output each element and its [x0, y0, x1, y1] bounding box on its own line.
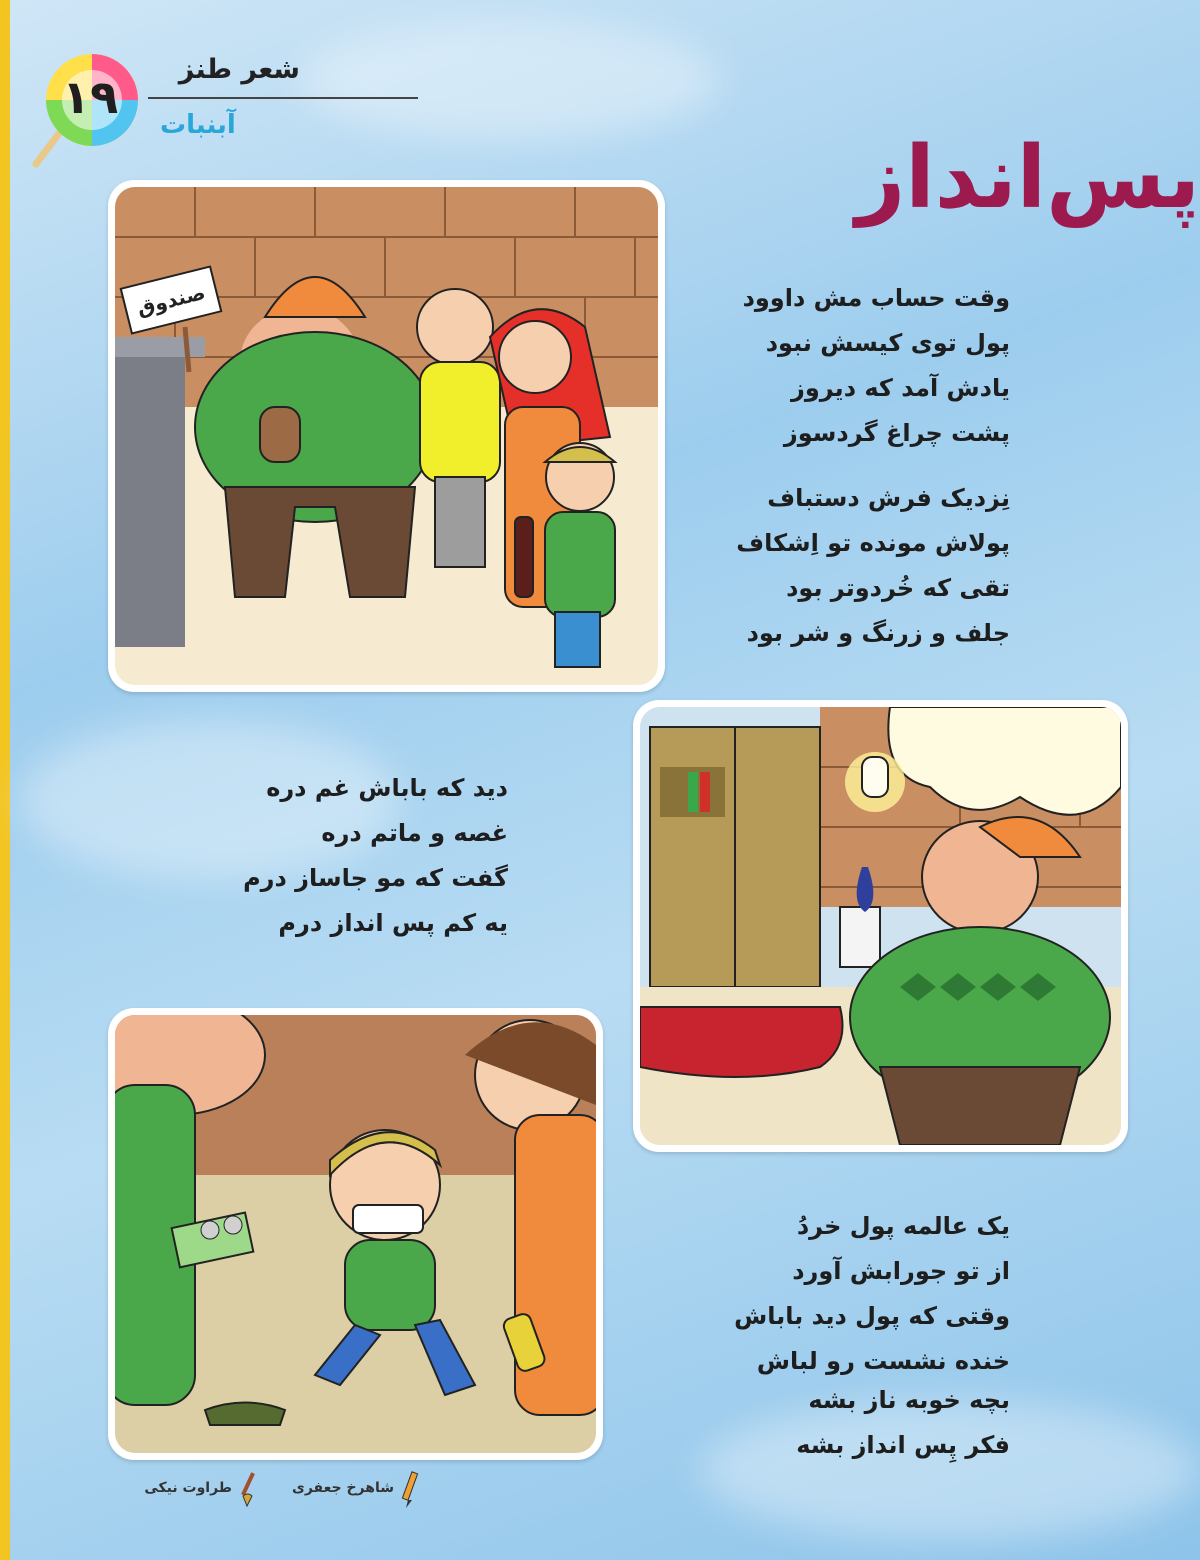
- verse-line: یک عالمه پول خردُ: [796, 1212, 1010, 1240]
- verse-line: یه کم پس انداز درم: [278, 909, 508, 937]
- verse-line: از تو جورابش آورد: [792, 1257, 1010, 1285]
- credits: [140, 1470, 420, 1510]
- illustration-panel-2: [633, 700, 1128, 1152]
- poem-title: پس‌انداز: [855, 128, 1200, 228]
- author-credit: شاهرخ جعفری: [291, 1480, 394, 1496]
- brand-logo: آبنبات: [160, 110, 236, 140]
- page-number: ۱۹: [62, 70, 119, 124]
- illustration-panel-3: [108, 1008, 603, 1460]
- section-label: شعر طنز: [178, 54, 300, 85]
- verse-line: فکر پِس انداز بشه: [796, 1431, 1010, 1459]
- verse-line: پول توی کیسش نبود: [765, 329, 1010, 357]
- verse-line: گفت که مو جاساز درم: [243, 864, 508, 892]
- verse-line: بچه خوبه ناز بشه: [808, 1386, 1010, 1414]
- verse-line: یادش آمد که دیروز: [791, 374, 1010, 402]
- illustration-panel-1: [108, 180, 665, 692]
- pencil-icon: [400, 1470, 420, 1510]
- verse-line: پشت چراغ گردسوز: [783, 419, 1010, 447]
- verse-line: جلف و زرنگ و شر بود: [746, 619, 1010, 647]
- cloud-decoration: [300, 20, 720, 140]
- verse-line: تقی که خُردوتر بود: [786, 574, 1010, 602]
- verse-line: وقتی که پول دید باباش: [734, 1302, 1010, 1330]
- verse-line: نِزدیک فرش دستباف: [767, 484, 1010, 512]
- yellow-edge-strip: [0, 0, 10, 1560]
- stanza-4: [734, 1204, 1010, 1384]
- stanza-1: [743, 276, 1010, 456]
- father-remembering-illustration: [640, 707, 1121, 1145]
- verse-line: دید که باباش غم دره: [266, 774, 508, 802]
- boy-giving-money-illustration: [115, 1015, 596, 1453]
- illustrator-credit: طراوت نیکی: [144, 1480, 232, 1496]
- stanza-5: [796, 1378, 1010, 1468]
- header-divider: [148, 97, 418, 99]
- family-at-cashbox-illustration: [115, 187, 658, 685]
- verse-line: وقت حساب مش داوود: [742, 284, 1010, 312]
- stanza-2: [736, 476, 1010, 656]
- stanza-3: [243, 766, 508, 946]
- paintbrush-icon: [238, 1470, 258, 1510]
- verse-line: غصه و ماتم دره: [321, 819, 508, 847]
- verse-line: خنده نشست رو لباش: [756, 1347, 1010, 1375]
- verse-line: پولاش مونده تو اِشکاف: [736, 529, 1010, 557]
- cashbox-sign-text: صندوق: [134, 279, 208, 321]
